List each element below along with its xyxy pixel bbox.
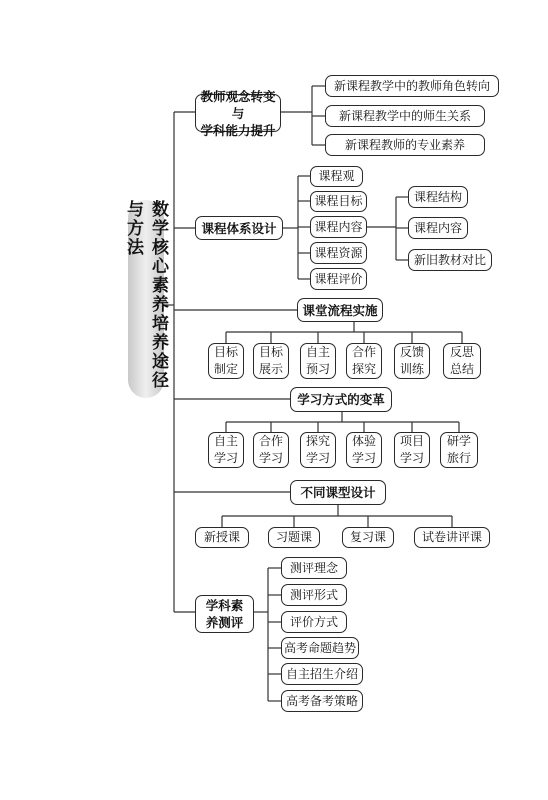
classroom-item-4: 合作 探究	[346, 343, 382, 379]
node-assessment: 学科素 养测评	[195, 595, 254, 633]
teacher-item-1: 新课程教学中的教师角色转向	[325, 75, 499, 97]
learning-item-1: 自主 学习	[208, 432, 244, 468]
curriculum-item-1: 课程观	[310, 166, 363, 187]
main-title	[123, 200, 168, 398]
classroom-item-3: 自主 预习	[300, 343, 336, 379]
learning-item-2: 合作 学习	[253, 432, 289, 468]
teacher-item-2: 新课程教学中的师生关系	[325, 105, 485, 127]
curriculum-item-3: 课程内容	[310, 216, 367, 238]
learning-item-4: 体验 学习	[346, 432, 382, 468]
classroom-item-5: 反馈 训练	[394, 343, 430, 379]
assessment-item-1: 测评理念	[281, 557, 347, 579]
assessment-item-5: 自主招生介绍	[281, 663, 363, 685]
lesson-type-1: 新授课	[195, 527, 249, 548]
curriculum-item-5: 课程评价	[310, 268, 367, 290]
curriculum-item-4: 课程资源	[310, 242, 367, 264]
node-learning: 学习方式的变革	[290, 387, 392, 412]
learning-item-3: 探究 学习	[300, 432, 336, 468]
teacher-item-3: 新课程教师的专业素养	[325, 134, 485, 156]
assessment-item-4: 高考命题趋势	[281, 637, 359, 659]
content-sub-2: 课程内容	[408, 217, 468, 239]
lesson-type-4: 试卷讲评课	[414, 527, 490, 548]
assessment-item-6: 高考备考策略	[281, 690, 363, 712]
node-classroom: 课堂流程实施	[297, 298, 383, 322]
classroom-item-1: 目标 制定	[208, 343, 244, 379]
classroom-item-6: 反思 总结	[443, 343, 481, 379]
learning-item-6: 研学 旅行	[440, 432, 478, 468]
assessment-item-3: 评价方式	[281, 611, 347, 633]
lesson-type-3: 复习课	[342, 527, 394, 548]
node-curriculum: 课程体系设计	[195, 216, 283, 240]
curriculum-item-2: 课程目标	[310, 191, 367, 212]
classroom-item-2: 目标 展示	[253, 343, 289, 379]
content-sub-1: 课程结构	[408, 186, 468, 208]
node-lesson-types: 不同课型设计	[290, 480, 386, 505]
lesson-type-2: 习题课	[268, 527, 320, 548]
node-teacher: 教师观念转变与 学科能力提升	[195, 94, 281, 132]
main-title-text: 数学核心素养培养途径与方法	[123, 200, 168, 390]
assessment-item-2: 测评形式	[281, 584, 347, 606]
learning-item-5: 项目 学习	[394, 432, 430, 468]
content-sub-3: 新旧教材对比	[408, 249, 492, 271]
